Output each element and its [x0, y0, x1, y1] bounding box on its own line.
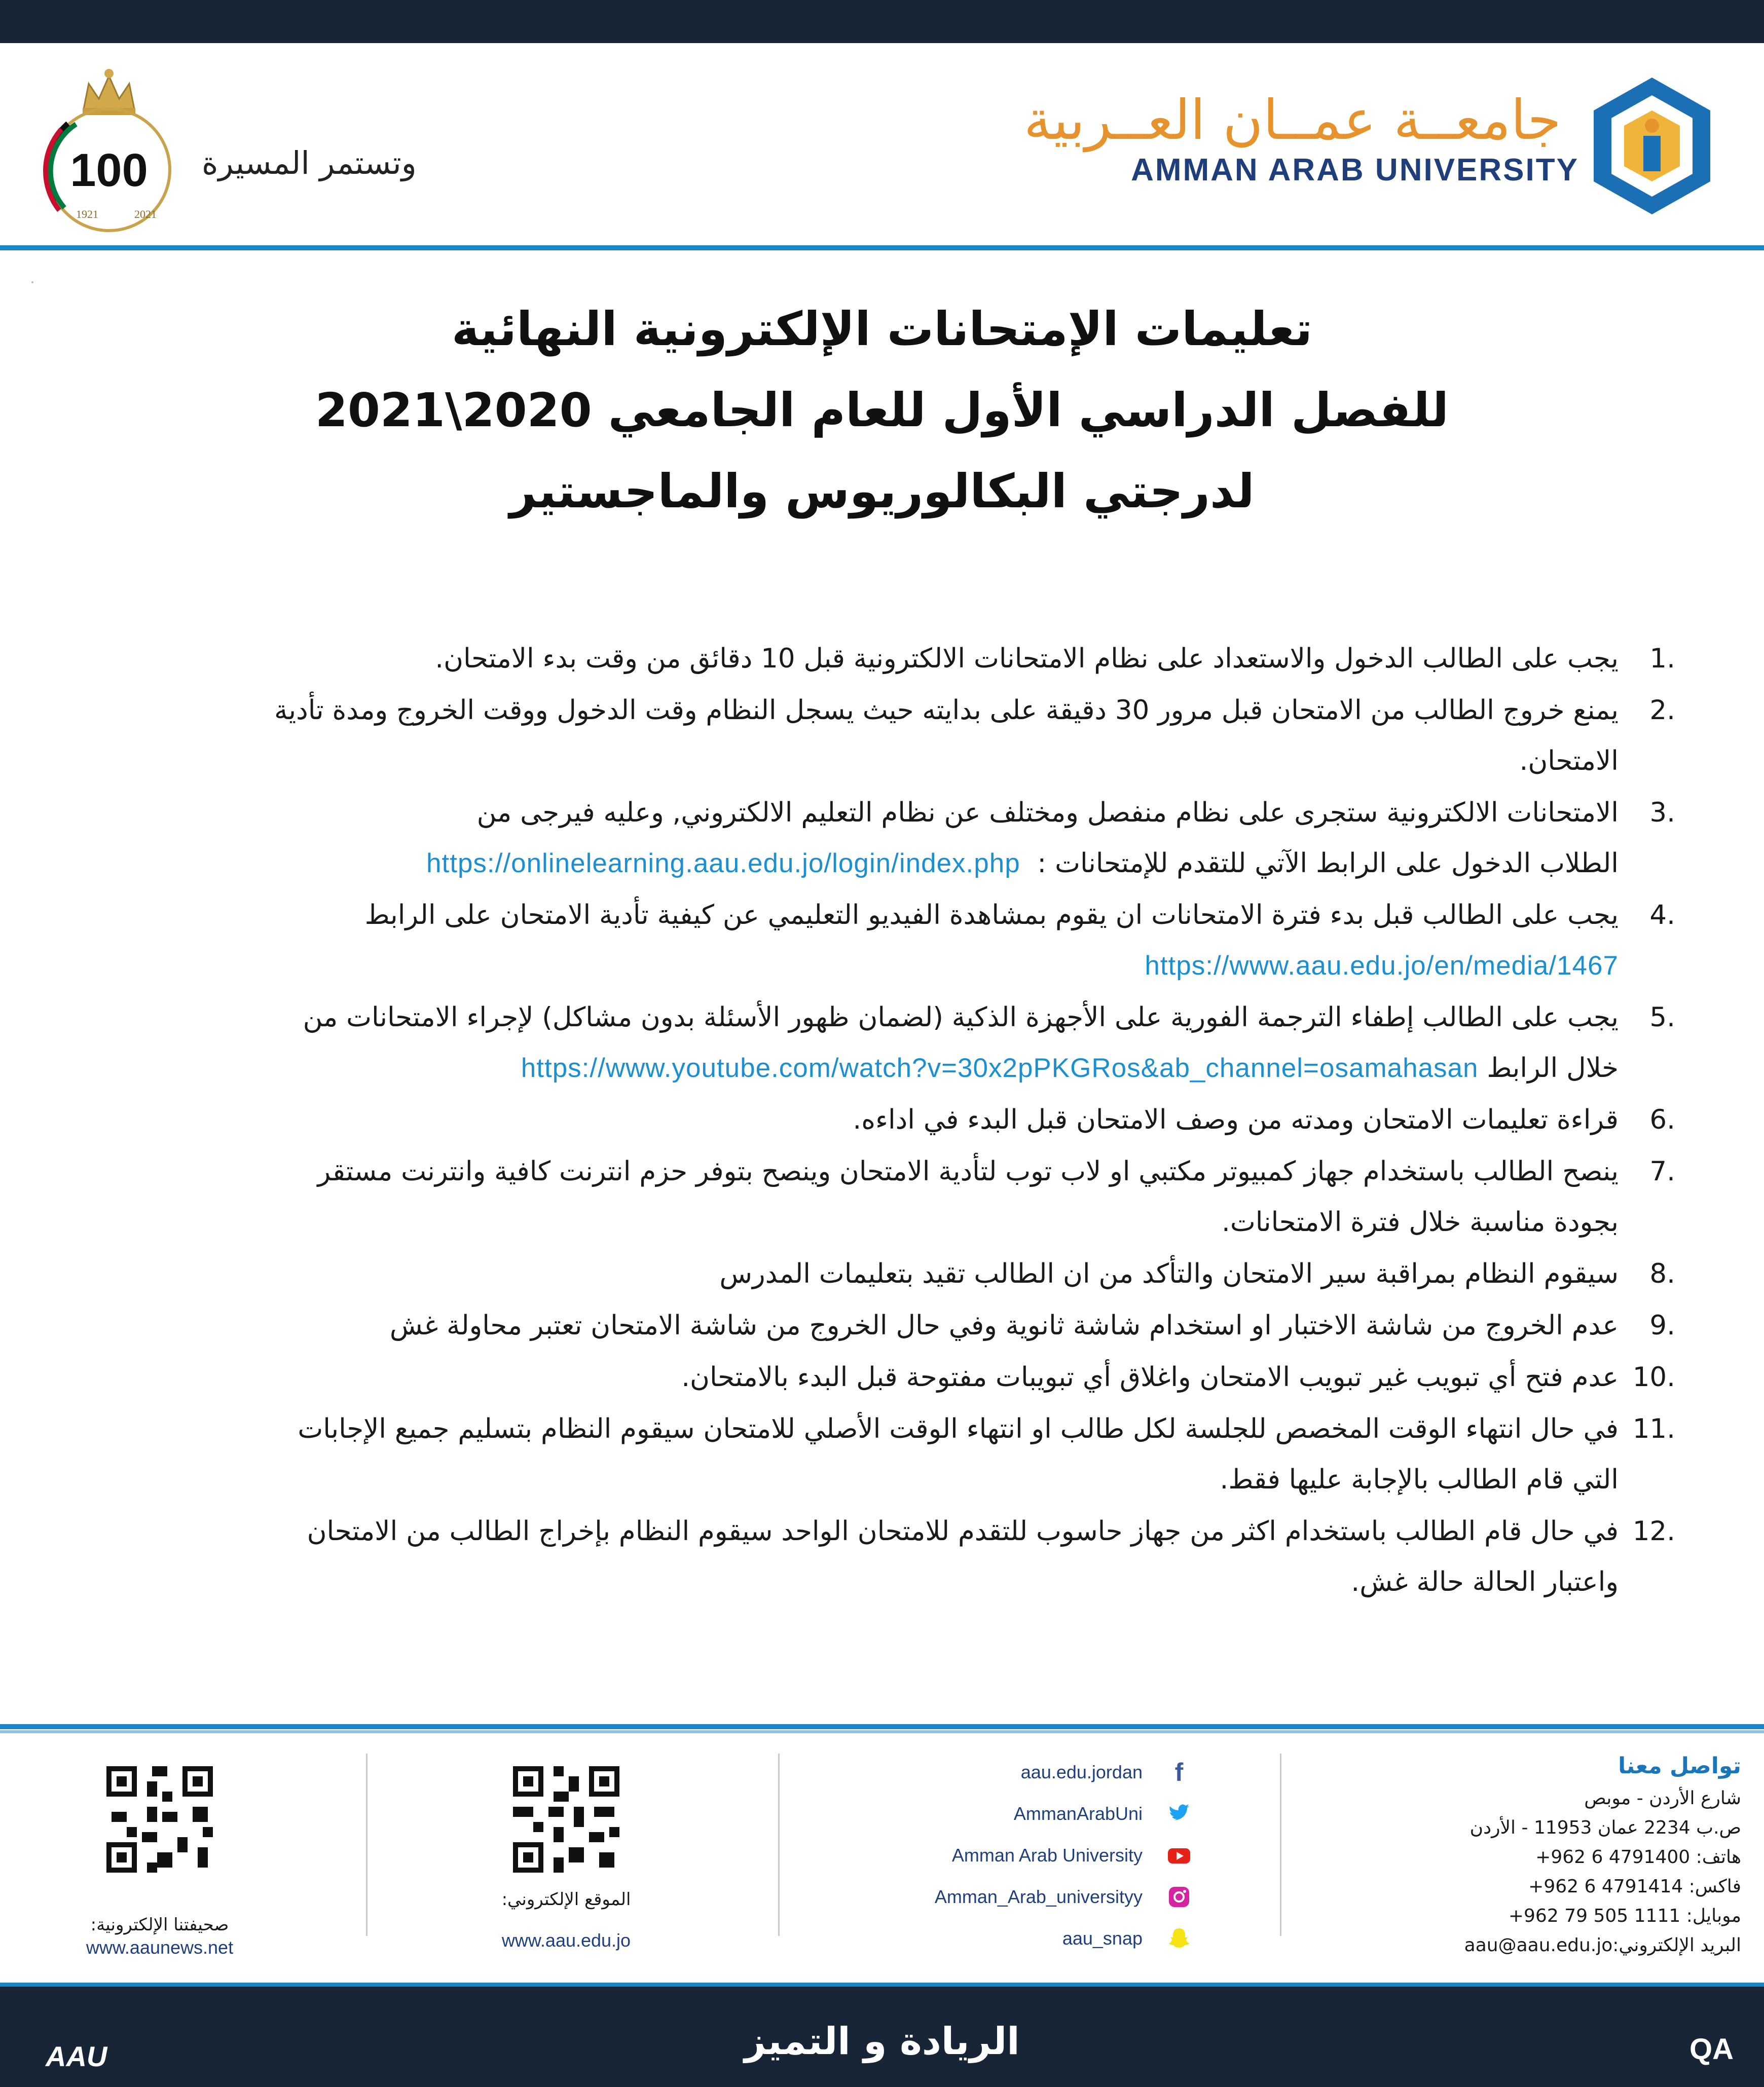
snapchat-icon: [1167, 1926, 1191, 1951]
instruction-item: 6. قراءة تعليمات الامتحان ومدته من وصف الامتحان قبل البدء في اداءه.: [132, 1095, 1675, 1145]
bottom-accent-line: [0, 1983, 1764, 1987]
title-line-2: للفصل الدراسي الأول للعام الجامعي 2020\2021: [315, 383, 1449, 437]
dot: [31, 281, 33, 283]
instruction-number: 8.: [1649, 1258, 1675, 1289]
instruction-item: 2. يمنع خروج الطالب من الامتحان قبل مرور 30 دقيقة على بدايته حيث يسجل النظام وقت الدخول ووقت الخروج ومدة تأدية الامتحان.: [132, 685, 1675, 787]
contact-block: [1464, 1748, 1741, 1960]
centennial-logo: [28, 48, 190, 241]
footer-separator: [1280, 1754, 1281, 1936]
newspaper-label: صحيفتنا الإلكترونية:: [90, 1915, 229, 1935]
instruction-number: 3.: [1649, 797, 1675, 828]
social-snapchat[interactable]: aau_snap: [1062, 1921, 1191, 1956]
instruction-item: 8. سيقوم النظام بمراقبة سير الامتحان والتأكد من ان الطالب تقيد بتعليمات المدرس: [132, 1249, 1675, 1299]
instruction-number: 6.: [1649, 1104, 1675, 1135]
header-divider: [0, 245, 1764, 250]
website-qr-code[interactable]: [508, 1761, 624, 1878]
twitter-icon: [1167, 1802, 1191, 1826]
university-name-en: AMMAN ARAB UNIVERSITY: [1131, 153, 1579, 188]
instruction-number: 12.: [1632, 1516, 1675, 1547]
top-bar: [0, 0, 1764, 43]
facebook-icon: f: [1174, 1758, 1184, 1786]
contact-email[interactable]: البريد الإلكتروني:aau@aau.edu.jo: [1464, 1935, 1741, 1956]
instruction-item: 5. يجب على الطالب إطفاء الترجمة الفورية على الأجهزة الذكية (لضمان ظهور الأسئلة بدون مشاكل) لإجراء الامتحانات من خلال الرابط https://www.youtube.com/watch?v=30x2pPKGRos&ab_channel=osamahasan: [132, 992, 1675, 1094]
instruction-number: 11.: [1632, 1413, 1675, 1444]
page-title: [152, 289, 1612, 532]
instruction-number: 7.: [1649, 1156, 1675, 1187]
footer-separator: [778, 1754, 780, 1936]
youtube-link[interactable]: https://www.youtube.com/watch?v=30x2pPKGRos&ab_channel=osamahasan: [521, 1053, 1479, 1083]
contact-title: تواصل معنا: [1618, 1753, 1741, 1779]
title-line-1: تعليمات الإمتحانات الإلكترونية النهائية: [451, 302, 1313, 356]
qa-mark: QA: [1689, 2033, 1734, 2066]
instruction-number: 4.: [1649, 900, 1675, 930]
instruction-number: 5.: [1649, 1002, 1675, 1033]
instruction-item: 11. في حال انتهاء الوقت المخصص للجلسة لكل طالب او انتهاء الوقت الأصلي للامتحان سيقوم النظام بتسليم جميع الإجابات التي قام الطالب بالإجابة عليها فقط.: [132, 1404, 1675, 1505]
instruction-item: 4. يجب على الطالب قبل بدء فترة الامتحانات ان يقوم بمشاهدة الفيديو التعليمي عن كيفية تأدية الامتحان على الرابط https://www.aau.edu.jo/en/media/1467: [132, 890, 1675, 991]
instruction-item: 10. عدم فتح أي تبويب غير تبويب الامتحان واغلاق أي تبويبات مفتوحة قبل البدء بالامتحان.: [132, 1352, 1675, 1403]
centennial-number: 100: [70, 144, 148, 196]
newspaper-url[interactable]: www.aaunews.net: [86, 1937, 234, 1958]
social-twitter[interactable]: AmmanArabUni: [1014, 1796, 1191, 1832]
instagram-icon: [1167, 1885, 1191, 1909]
tutorial-video-link[interactable]: https://www.aau.edu.jo/en/media/1467: [1145, 951, 1619, 981]
instruction-number: 1.: [1649, 643, 1675, 674]
social-facebook[interactable]: aau.edu.jordan f: [1021, 1755, 1191, 1790]
title-line-3: لدرجتي البكالوريوس والماجستير: [509, 464, 1255, 518]
contact-mobile: موبايل: 1111 505 79 962+: [1508, 1906, 1741, 1926]
instruction-number: 2.: [1649, 695, 1675, 726]
instruction-number: 10.: [1632, 1362, 1675, 1393]
motto: الريادة و التميز: [744, 2020, 1020, 2063]
contact-pobox: ص.ب 2234 عمان 11953 - الأردن: [1469, 1817, 1741, 1838]
instruction-item: 9. عدم الخروج من شاشة الاختبار او استخدام شاشة ثانوية وفي حال الخروج من شاشة الامتحان تعتبر محاولة غش: [132, 1300, 1675, 1351]
contact-fax: فاكس: 4791414 6 962+: [1528, 1876, 1741, 1897]
footer-divider-thin: [0, 1730, 1764, 1733]
aau-mark: AAU: [46, 2040, 107, 2072]
university-logo: [1589, 75, 1715, 217]
contact-address: شارع الأردن - موبص: [1584, 1788, 1741, 1809]
newspaper-qr-code[interactable]: [101, 1761, 218, 1878]
website-label: الموقع الإلكتروني:: [501, 1889, 631, 1910]
centennial-slogan: وتستمر المسيرة: [202, 144, 417, 181]
instruction-item: 7. ينصح الطالب باستخدام جهاز كمبيوتر مكتبي او لاب توب لتأدية الامتحان وينصح بتوفر حزم انترنت كافية وانترنت مستقر بجودة مناسبة خلال فترة الامتحانات.: [132, 1146, 1675, 1248]
social-youtube[interactable]: Amman Arab University: [952, 1838, 1191, 1873]
youtube-icon: [1167, 1843, 1191, 1868]
exam-system-link[interactable]: https://onlinelearning.aau.edu.jo/login/index.php: [426, 848, 1020, 878]
university-name-ar: جامعــة عمــان العــربية: [1023, 89, 1561, 152]
instruction-item: 3. الامتحانات الالكترونية ستجرى على نظام منفصل ومختلف عن نظام التعليم الالكتروني, وعليه فيرجى من الطلاب الدخول على الرابط الآتي للتقدم للإمتحانات : https://onlinelearning.aau.edu.jo/login/index.php: [132, 788, 1675, 889]
instructions-list: [132, 633, 1675, 1609]
contact-phone: هاتف: 4791400 6 962+: [1535, 1847, 1741, 1868]
social-instagram[interactable]: Amman_Arab_universityy: [935, 1879, 1191, 1915]
instruction-item: 12. في حال قام الطالب باستخدام اكثر من جهاز حاسوب للتقدم للامتحان الواحد سيقوم النظام بإخراج الطالب من الامتحان واعتبار الحالة حالة غش.: [132, 1506, 1675, 1608]
svg-text:2021: 2021: [134, 208, 157, 220]
instruction-number: 9.: [1649, 1310, 1675, 1341]
footer-separator: [366, 1754, 368, 1936]
footer-divider: [0, 1724, 1764, 1729]
instruction-item: 1. يجب على الطالب الدخول والاستعداد على نظام الامتحانات الالكترونية قبل 10 دقائق من وقت بدء الامتحان.: [132, 633, 1675, 684]
svg-text:1921: 1921: [76, 208, 98, 220]
website-url[interactable]: www.aau.edu.jo: [501, 1930, 631, 1951]
